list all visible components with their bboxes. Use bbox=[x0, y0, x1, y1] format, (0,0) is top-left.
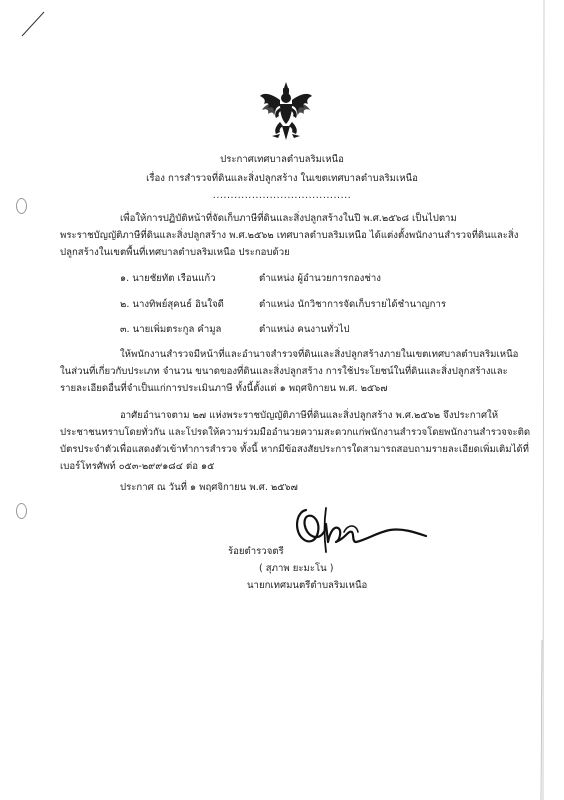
garuda-emblem bbox=[258, 80, 314, 144]
member-position: ตำแหน่ง นักวิชาการจัดเก็บรายได้ชำนาญการ bbox=[259, 299, 447, 310]
paragraph-2-line: ให้พนักงานสำรวจมีหน้าที่และอำนาจสำรวจที่ดินและสิ่งปลูกสร้างภายในเขตเทศบาลตำบลริมเหนือ bbox=[120, 349, 519, 360]
paragraph-3-line: ประชาชนทราบโดยทั่วกัน และโปรดให้ความร่วมมืออำนวยความสะดวกแก่พนักงานสำรวจโดยพนักงานสำรวจจะติด bbox=[60, 427, 531, 438]
member-position: ตำแหน่ง คนงานทั่วไป bbox=[259, 324, 350, 335]
binder-hole bbox=[16, 503, 27, 519]
paragraph-2-line: ในส่วนที่เกี่ยวกับประเภท จำนวน ขนาดของที่ดินและสิ่งปลูกสร้าง การใช้ประโยชน์ในที่ดินและสิ่งปลูกสร้างและ bbox=[60, 366, 508, 377]
signer-name: ( สุภาพ ยะมะโน ) bbox=[259, 563, 334, 574]
paragraph-3-line: อาศัยอำนาจตาม ๒๗ แห่งพระราชบัญญัติภาษีที่ดินและสิ่งปลูกสร้าง พ.ศ.๒๕๖๒ จึงประกาศให้ bbox=[120, 410, 499, 421]
signer-title: นายกเทศมนตรีตำบลริมเหนือ bbox=[247, 580, 368, 591]
announcement-title: ประกาศเทศบาลตำบลริมเหนือ bbox=[220, 154, 344, 165]
announcement-subject: เรื่อง การสำรวจที่ดินและสิ่งปลูกสร้าง ในเขตเทศบาลตำบลริมเหนือ bbox=[146, 173, 418, 184]
paragraph-3-line: เบอร์โทรศัพท์ ๐๕๓-๒๙๙๑๘๔ ต่อ ๑๕ bbox=[60, 461, 215, 472]
signer-rank: ร้อยตำรวจตรี bbox=[228, 546, 284, 557]
paragraph-3-line: บัตรประจำตัวเพื่อแสดงตัวเข้าทำการสำรวจ ทั้งนี้ หากมีข้อสงสัยประการใดสามารถสอบถามรายละเอียดเพิ่มเติมได้ที่ bbox=[60, 444, 529, 455]
paragraph-2-line: รายละเอียดอื่นที่จำเป็นแก่การประเมินภาษี ทั้งนี้ตั้งแต่ ๑ พฤศจิกายน พ.ศ. ๒๕๖๗ bbox=[60, 383, 388, 394]
member-name: ๑. นายชัยทัต เรือนแก้ว bbox=[120, 273, 216, 284]
paragraph-1-line: ปลูกสร้างในเขตพื้นที่เทศบาลตำบลริมเหนือ ประกอบด้วย bbox=[60, 247, 290, 258]
member-position: ตำแหน่ง ผู้อำนวยการกองช่าง bbox=[259, 273, 381, 284]
member-name: ๒. นางทิพย์สุคนธ์ อินใจดี bbox=[120, 299, 224, 310]
announcement-date: ประกาศ ณ วันที่ ๑ พฤศจิกายน พ.ศ. ๒๕๖๗ bbox=[120, 482, 298, 493]
paragraph-1-line: เพื่อให้การปฏิบัติหน้าที่จัดเก็บภาษีที่ดินและสิ่งปลูกสร้างในปี พ.ศ.๒๕๖๘ เป็นไปตาม bbox=[120, 213, 457, 224]
paragraph-1-line: พระราชบัญญัติภาษีที่ดินและสิ่งปลูกสร้าง พ.ศ.๒๕๖๒ เทศบาลตำบลริมเหนือ ได้แต่งตั้งพนักงานสำรวจที่ดินและสิ่ง bbox=[60, 230, 519, 241]
member-name: ๓. นายเพิ่มตระกูล คำมูล bbox=[120, 324, 222, 335]
handwritten-signature bbox=[286, 502, 436, 564]
header-rule: ....................................... bbox=[212, 190, 352, 201]
